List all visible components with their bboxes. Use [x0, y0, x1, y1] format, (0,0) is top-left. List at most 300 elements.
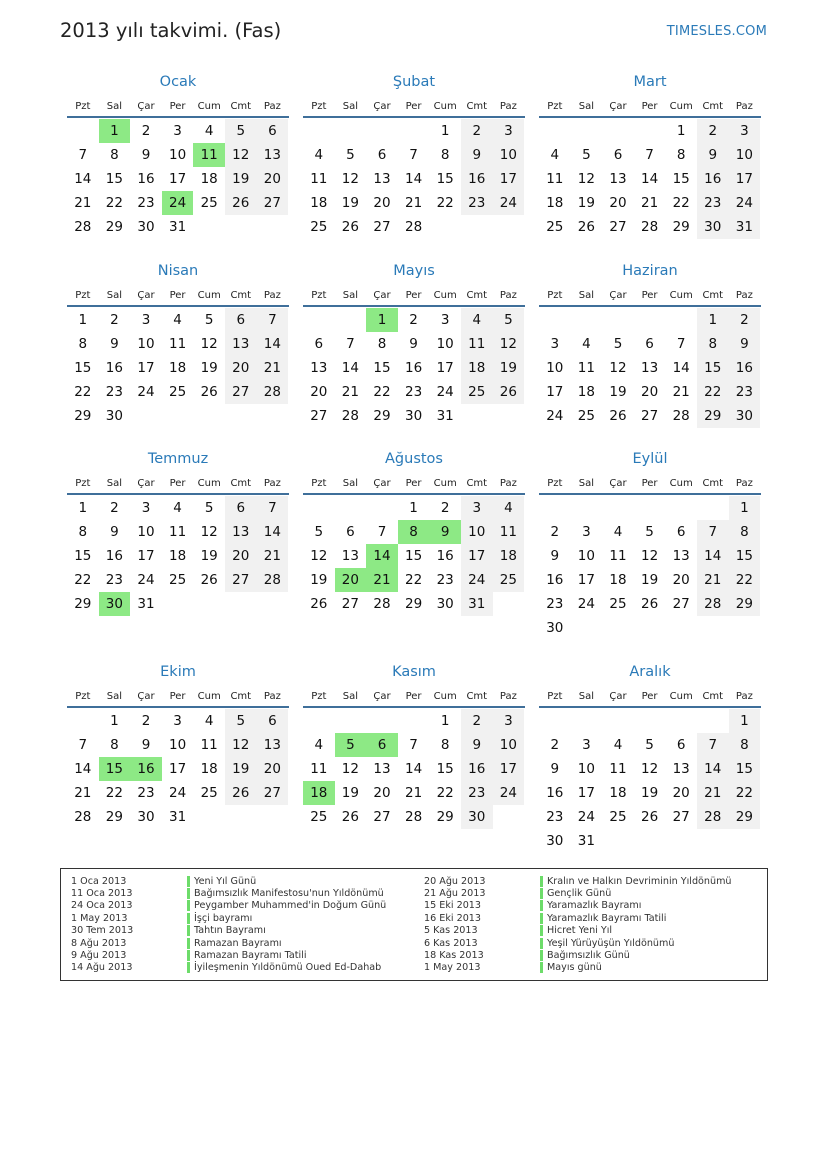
weekday-label: Çar [137, 289, 155, 301]
day-cell: 7 [676, 336, 686, 352]
month-calendar [539, 448, 761, 640]
day-cell: 26 [577, 219, 595, 235]
empty-cell [335, 119, 367, 143]
day-cell: 30 [105, 408, 123, 424]
day-grid [539, 119, 761, 239]
weekday-header [303, 686, 525, 708]
weekday-label: Paz [263, 690, 281, 702]
weekday-header [67, 473, 289, 495]
day-cell: 15 [404, 548, 423, 564]
day-cell: 9 [550, 548, 560, 564]
day-cell: 2 [550, 737, 560, 753]
day-cell: 6 [676, 737, 686, 753]
day-cell: 3 [173, 123, 182, 139]
holiday-date: 24 Oca 2013 [71, 900, 133, 912]
day-cell: 2 [141, 123, 151, 139]
day-cell: 19 [225, 757, 257, 781]
month-name: Ağustos [385, 451, 443, 467]
month-name: Aralık [629, 664, 671, 680]
day-cell: 14 [74, 171, 92, 187]
day-cell: 27 [373, 219, 391, 235]
weekday-label: Pzt [75, 289, 91, 301]
day-cell: 29 [373, 408, 391, 424]
day-cell: 1 [78, 312, 88, 328]
weekday-label: Cum [669, 477, 693, 489]
day-cell: 5 [314, 524, 324, 540]
weekday-label: Cmt [466, 289, 488, 301]
holiday-day-cell: 6 [366, 733, 398, 757]
weekday-label: Per [405, 289, 422, 301]
day-cell: 10 [577, 548, 595, 564]
day-cell: 3 [582, 737, 591, 753]
holiday-day-cell: 30 [99, 592, 131, 616]
day-cell: 23 [436, 572, 454, 588]
holiday-marker-icon [187, 888, 190, 899]
day-cell: 20 [672, 785, 690, 801]
weekday-label: Sal [578, 289, 595, 301]
holiday-name: Mayıs günü [547, 962, 602, 974]
day-grid [303, 119, 525, 239]
day-cell: 9 [141, 147, 151, 163]
day-cell: 7 [409, 147, 418, 163]
day-cell: 10 [168, 147, 187, 163]
day-cell: 1 [676, 123, 686, 139]
holiday-name: Hicret Yeni Yıl [547, 925, 613, 937]
weekday-label: Sal [342, 289, 359, 301]
weekday-label: Cum [669, 690, 693, 702]
day-cell: 22 [436, 195, 454, 211]
day-cell: 12 [200, 524, 218, 540]
holiday-marker-icon [187, 900, 190, 911]
day-cell: 10 [729, 143, 761, 167]
day-cell: 10 [168, 737, 187, 753]
day-cell: 7 [78, 147, 88, 163]
weekday-label: Cmt [466, 100, 488, 112]
day-cell: 11 [577, 360, 595, 376]
day-cell: 20 [257, 167, 289, 191]
holiday-name: İyileşmenin Yıldönümü Oued Ed-Dahab [194, 962, 382, 974]
weekday-label: Sal [578, 690, 595, 702]
empty-cell [398, 119, 430, 143]
holiday-day-cell: 16 [130, 757, 162, 781]
day-cell: 25 [200, 195, 218, 211]
holiday-day-cell: 21 [366, 568, 398, 592]
day-cell: 14 [257, 332, 289, 356]
day-grid [67, 308, 289, 428]
day-cell: 21 [257, 544, 289, 568]
holiday-entry [424, 900, 732, 912]
holiday-marker-icon [187, 925, 190, 936]
empty-cell [335, 709, 367, 733]
day-cell: 18 [168, 548, 187, 564]
day-cell: 21 [697, 568, 729, 592]
day-cell: 8 [377, 336, 387, 352]
weekday-label: Çar [609, 690, 627, 702]
day-cell: 10 [546, 360, 564, 376]
month-name: Nisan [157, 263, 199, 279]
empty-cell [366, 496, 398, 520]
holiday-day-cell: 5 [335, 733, 367, 757]
day-cell: 20 [225, 544, 257, 568]
day-cell: 23 [697, 191, 729, 215]
day-cell: 8 [440, 147, 450, 163]
day-cell: 18 [609, 572, 627, 588]
holiday-marker-icon [540, 938, 543, 949]
day-cell: 25 [546, 219, 564, 235]
day-cell: 3 [173, 713, 182, 729]
day-cell: 5 [645, 737, 654, 753]
day-cell: 25 [577, 408, 595, 424]
day-cell: 19 [577, 195, 595, 211]
day-cell: 26 [493, 380, 525, 404]
day-cell: 23 [546, 596, 564, 612]
day-cell: 12 [640, 761, 659, 777]
day-cell: 3 [440, 312, 450, 328]
day-cell: 6 [257, 709, 289, 733]
day-cell: 24 [577, 596, 595, 612]
day-cell: 25 [609, 596, 627, 612]
month-name: Şubat [392, 74, 436, 90]
day-grid [67, 709, 289, 829]
day-cell: 16 [697, 167, 729, 191]
holiday-date: 1 Oca 2013 [71, 875, 127, 887]
day-cell: 19 [200, 548, 218, 564]
day-grid [67, 496, 289, 616]
day-cell: 17 [436, 360, 454, 376]
day-cell: 20 [640, 384, 659, 400]
holiday-entry [424, 912, 732, 924]
weekday-label: Cum [669, 289, 693, 301]
weekday-label: Cmt [230, 690, 252, 702]
holiday-marker-icon [540, 950, 543, 961]
day-cell: 31 [436, 408, 454, 424]
weekday-label: Cmt [230, 289, 252, 301]
month-calendar [539, 661, 761, 853]
day-cell: 29 [672, 219, 690, 235]
empty-cell [67, 709, 99, 733]
day-cell: 8 [440, 737, 450, 753]
day-cell: 4 [204, 123, 214, 139]
weekday-header [303, 473, 525, 495]
day-cell: 29 [74, 596, 92, 612]
day-cell: 12 [493, 332, 525, 356]
day-grid [303, 496, 525, 616]
day-cell: 28 [672, 408, 690, 424]
day-cell: 6 [225, 308, 257, 332]
holiday-name: Yaramazlık Bayramı Tatili [547, 912, 667, 924]
day-cell: 7 [346, 336, 355, 352]
day-cell: 28 [257, 380, 289, 404]
holiday-name: Yeni Yıl Günü [194, 875, 257, 887]
day-cell: 13 [341, 548, 359, 564]
day-cell: 1 [729, 709, 761, 733]
day-cell: 17 [168, 171, 187, 187]
day-cell: 24 [493, 781, 525, 805]
day-cell: 26 [200, 384, 218, 400]
weekday-label: Cmt [702, 289, 724, 301]
day-cell: 7 [409, 737, 418, 753]
day-cell: 16 [436, 548, 454, 564]
day-cell: 7 [377, 524, 387, 540]
day-cell: 12 [225, 733, 257, 757]
weekday-label: Cmt [466, 477, 488, 489]
day-cell: 2 [550, 524, 560, 540]
empty-cell [571, 308, 603, 332]
day-cell: 1 [110, 713, 119, 729]
holiday-entry [71, 962, 386, 974]
holiday-date: 16 Eki 2013 [424, 912, 482, 924]
holiday-name: Ramazan Bayramı Tatili [194, 950, 307, 962]
day-cell: 21 [404, 195, 423, 211]
weekday-label: Sal [342, 477, 359, 489]
day-cell: 5 [225, 709, 257, 733]
month-name: Eylül [632, 451, 668, 467]
day-cell: 29 [729, 592, 761, 616]
day-cell: 26 [225, 781, 257, 805]
holiday-date: 11 Oca 2013 [71, 888, 133, 900]
day-cell: 11 [168, 336, 187, 352]
holiday-name: Bağımsızlık Manifestosu'nun Yıldönümü [194, 888, 384, 900]
day-cell: 28 [257, 568, 289, 592]
day-cell: 24 [137, 384, 155, 400]
day-cell: 13 [672, 548, 690, 564]
day-cell: 16 [404, 360, 423, 376]
day-cell: 8 [110, 737, 119, 753]
weekday-label: Paz [263, 289, 281, 301]
day-cell: 7 [78, 737, 88, 753]
day-cell: 7 [645, 147, 654, 163]
day-grid [539, 496, 761, 640]
holiday-date: 9 Ağu 2013 [71, 950, 127, 962]
day-cell: 24 [461, 568, 493, 592]
day-cell: 5 [225, 119, 257, 143]
weekday-label: Paz [263, 100, 281, 112]
weekday-header [67, 285, 289, 307]
empty-cell [303, 308, 335, 332]
brand-link[interactable]: TIMESLES.COM [666, 24, 767, 39]
day-cell: 14 [672, 360, 690, 376]
holiday-marker-icon [187, 962, 190, 973]
day-cell: 20 [373, 195, 391, 211]
empty-cell [303, 119, 335, 143]
weekday-label: Paz [735, 289, 753, 301]
weekday-label: Paz [263, 477, 281, 489]
day-cell: 31 [461, 592, 493, 616]
day-cell: 24 [137, 572, 155, 588]
day-cell: 16 [105, 548, 123, 564]
weekday-label: Pzt [75, 100, 91, 112]
holiday-date: 21 Ağu 2013 [424, 888, 486, 900]
day-cell: 14 [341, 360, 359, 376]
weekday-header [67, 686, 289, 708]
weekday-label: Çar [373, 690, 391, 702]
day-cell: 20 [609, 195, 627, 211]
empty-cell [697, 709, 729, 733]
holiday-day-cell: 1 [366, 308, 398, 332]
weekday-label: Sal [106, 289, 123, 301]
empty-cell [335, 308, 367, 332]
empty-cell [539, 496, 571, 520]
day-cell: 16 [729, 356, 761, 380]
weekday-label: Pzt [311, 477, 327, 489]
empty-cell [665, 308, 697, 332]
day-cell: 13 [257, 143, 289, 167]
empty-cell [634, 709, 666, 733]
weekday-label: Paz [499, 289, 517, 301]
empty-cell [634, 308, 666, 332]
day-cell: 9 [461, 733, 493, 757]
empty-cell [539, 709, 571, 733]
day-cell: 26 [341, 219, 359, 235]
weekday-label: Sal [578, 477, 595, 489]
month-calendar [303, 71, 525, 239]
empty-cell [303, 709, 335, 733]
day-cell: 8 [78, 336, 88, 352]
day-cell: 25 [310, 809, 328, 825]
day-cell: 18 [310, 195, 328, 211]
day-cell: 19 [341, 195, 359, 211]
weekday-label: Per [405, 690, 422, 702]
day-cell: 29 [105, 809, 123, 825]
day-cell: 23 [105, 384, 123, 400]
holiday-date: 1 May 2013 [71, 912, 128, 924]
day-cell: 11 [493, 520, 525, 544]
holiday-date: 30 Tem 2013 [71, 925, 134, 937]
day-cell: 17 [577, 572, 595, 588]
day-cell: 27 [640, 408, 659, 424]
day-cell: 19 [640, 572, 659, 588]
day-cell: 3 [493, 709, 525, 733]
day-cell: 13 [672, 761, 690, 777]
weekday-label: Çar [137, 100, 155, 112]
day-cell: 27 [225, 380, 257, 404]
day-cell: 8 [729, 733, 761, 757]
weekday-label: Çar [373, 100, 391, 112]
day-cell: 7 [257, 308, 289, 332]
holiday-entry [424, 887, 732, 899]
weekday-label: Pzt [547, 100, 563, 112]
day-cell: 17 [493, 167, 525, 191]
day-cell: 22 [729, 781, 761, 805]
day-cell: 17 [168, 761, 187, 777]
day-cell: 20 [310, 384, 328, 400]
holiday-marker-icon [187, 950, 190, 961]
day-cell: 27 [225, 568, 257, 592]
day-cell: 1 [729, 496, 761, 520]
day-cell: 24 [436, 384, 454, 400]
weekday-label: Pzt [75, 477, 91, 489]
day-cell: 17 [546, 384, 564, 400]
day-cell: 6 [346, 524, 355, 540]
day-cell: 28 [697, 805, 729, 829]
day-cell: 15 [74, 548, 92, 564]
day-cell: 4 [204, 713, 214, 729]
day-cell: 18 [546, 195, 564, 211]
day-cell: 9 [550, 761, 560, 777]
day-cell: 11 [546, 171, 564, 187]
weekday-label: Pzt [311, 690, 327, 702]
day-cell: 16 [137, 171, 155, 187]
day-cell: 23 [546, 809, 564, 825]
weekday-label: Cmt [702, 100, 724, 112]
day-cell: 4 [314, 147, 324, 163]
weekday-label: Cum [197, 100, 221, 112]
day-cell: 23 [105, 572, 123, 588]
day-cell: 11 [168, 524, 187, 540]
holiday-entry [71, 875, 386, 887]
day-cell: 23 [729, 380, 761, 404]
day-cell: 16 [105, 360, 123, 376]
weekday-header [539, 285, 761, 307]
day-cell: 30 [461, 805, 493, 829]
day-cell: 19 [640, 785, 659, 801]
weekday-label: Cmt [230, 100, 252, 112]
weekday-label: Cum [197, 690, 221, 702]
weekday-label: Cum [433, 289, 457, 301]
empty-cell [303, 496, 335, 520]
holiday-marker-icon [540, 913, 543, 924]
day-cell: 21 [74, 785, 92, 801]
day-cell: 27 [341, 596, 359, 612]
day-cell: 11 [461, 332, 493, 356]
weekday-label: Paz [499, 100, 517, 112]
day-cell: 2 [141, 713, 151, 729]
day-cell: 2 [461, 709, 493, 733]
weekday-header [303, 96, 525, 118]
day-cell: 8 [110, 147, 119, 163]
day-cell: 4 [613, 524, 623, 540]
empty-cell [539, 119, 571, 143]
day-cell: 12 [577, 171, 595, 187]
day-cell: 30 [697, 215, 729, 239]
holiday-day-cell: 11 [193, 143, 225, 167]
weekday-label: Paz [735, 100, 753, 112]
month-name: Haziran [622, 263, 678, 279]
day-cell: 28 [341, 408, 359, 424]
empty-cell [634, 496, 666, 520]
day-cell: 5 [493, 308, 525, 332]
day-cell: 12 [310, 548, 328, 564]
holiday-marker-icon [187, 938, 190, 949]
day-cell: 21 [74, 195, 92, 211]
day-cell: 22 [105, 785, 123, 801]
day-cell: 28 [697, 592, 729, 616]
weekday-label: Çar [609, 100, 627, 112]
holiday-marker-icon [187, 913, 190, 924]
day-cell: 14 [640, 171, 659, 187]
day-cell: 21 [404, 785, 423, 801]
holiday-day-cell: 24 [162, 191, 194, 215]
empty-cell [366, 709, 398, 733]
weekday-label: Çar [373, 289, 391, 301]
day-cell: 26 [225, 191, 257, 215]
empty-cell [602, 709, 634, 733]
day-cell: 2 [729, 308, 761, 332]
day-cell: 20 [257, 757, 289, 781]
day-cell: 9 [409, 336, 418, 352]
month-name: Mayıs [393, 263, 435, 279]
holiday-date: 6 Kas 2013 [424, 937, 478, 949]
day-cell: 19 [609, 384, 627, 400]
empty-cell [634, 119, 666, 143]
holiday-legend [60, 868, 768, 981]
holiday-name: Yaramazlık Bayramı [547, 900, 642, 912]
day-cell: 24 [168, 785, 187, 801]
day-cell: 22 [373, 384, 391, 400]
weekday-label: Per [169, 289, 186, 301]
day-cell: 17 [137, 360, 155, 376]
day-cell: 30 [137, 219, 155, 235]
